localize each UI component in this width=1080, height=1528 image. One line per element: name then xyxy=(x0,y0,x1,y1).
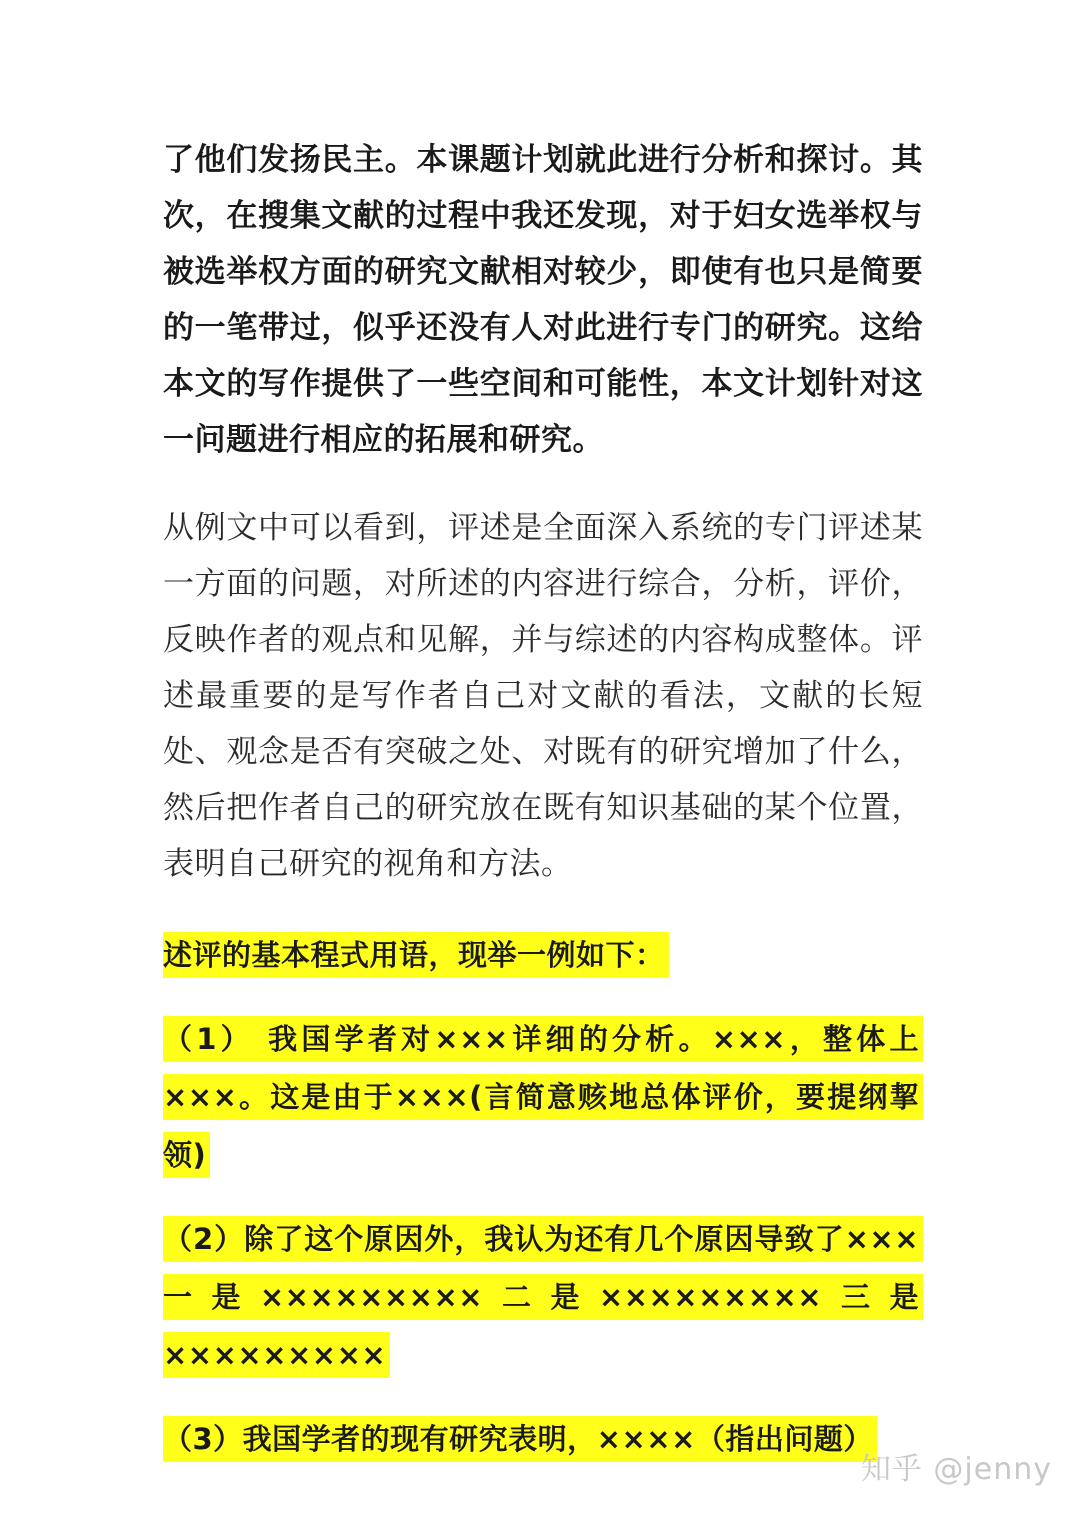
zhihu-watermark: 知乎 @jenny xyxy=(860,1452,1052,1487)
highlight-item-text: （3）我国学者的现有研究表明，××××（指出问题） xyxy=(163,1416,877,1462)
highlight-item-text: （2）除了这个原因外，我认为还有几个原因导致了×××一是×××××××××二是×××××××××三是××××××××× xyxy=(163,1216,923,1378)
highlight-item-2 xyxy=(163,1210,923,1384)
highlight-title: 述评的基本程式用语，现举一例如下： xyxy=(163,932,669,978)
article-body xyxy=(163,132,923,1468)
highlight-item-text: （1） 我国学者对×××详细的分析。×××，整体上×××。这是由于×××(言简意赅地总体评价，要提纲挈领) xyxy=(163,1016,923,1178)
highlight-title-block xyxy=(163,926,923,984)
highlight-item-3 xyxy=(163,1410,923,1468)
body-paragraph: 从例文中可以看到，评述是全面深入系统的专门评述某一方面的问题，对所述的内容进行综合，分析，评价，反映作者的观点和见解，并与综述的内容构成整体。评述最重要的是写作者自己对文献的看法，文献的长短处、观念是否有突破之处、对既有的研究增加了什么，然后把作者自己的研究放在既有知识基础的某个位置，表明自己研究的视角和方法。 xyxy=(163,510,923,882)
bold-paragraph: 了他们发扬民主。本课题计划就此进行分析和探讨。其次，在搜集文献的过程中我还发现，对于妇女选举权与被选举权方面的研究文献相对较少，即使有也只是简要的一笔带过，似乎还没有人对此进行专门的研究。这给本文的写作提供了一些空间和可能性，本文计划针对这一问题进行相应的拓展和研究。 xyxy=(163,142,923,458)
highlight-item-1 xyxy=(163,1010,923,1184)
